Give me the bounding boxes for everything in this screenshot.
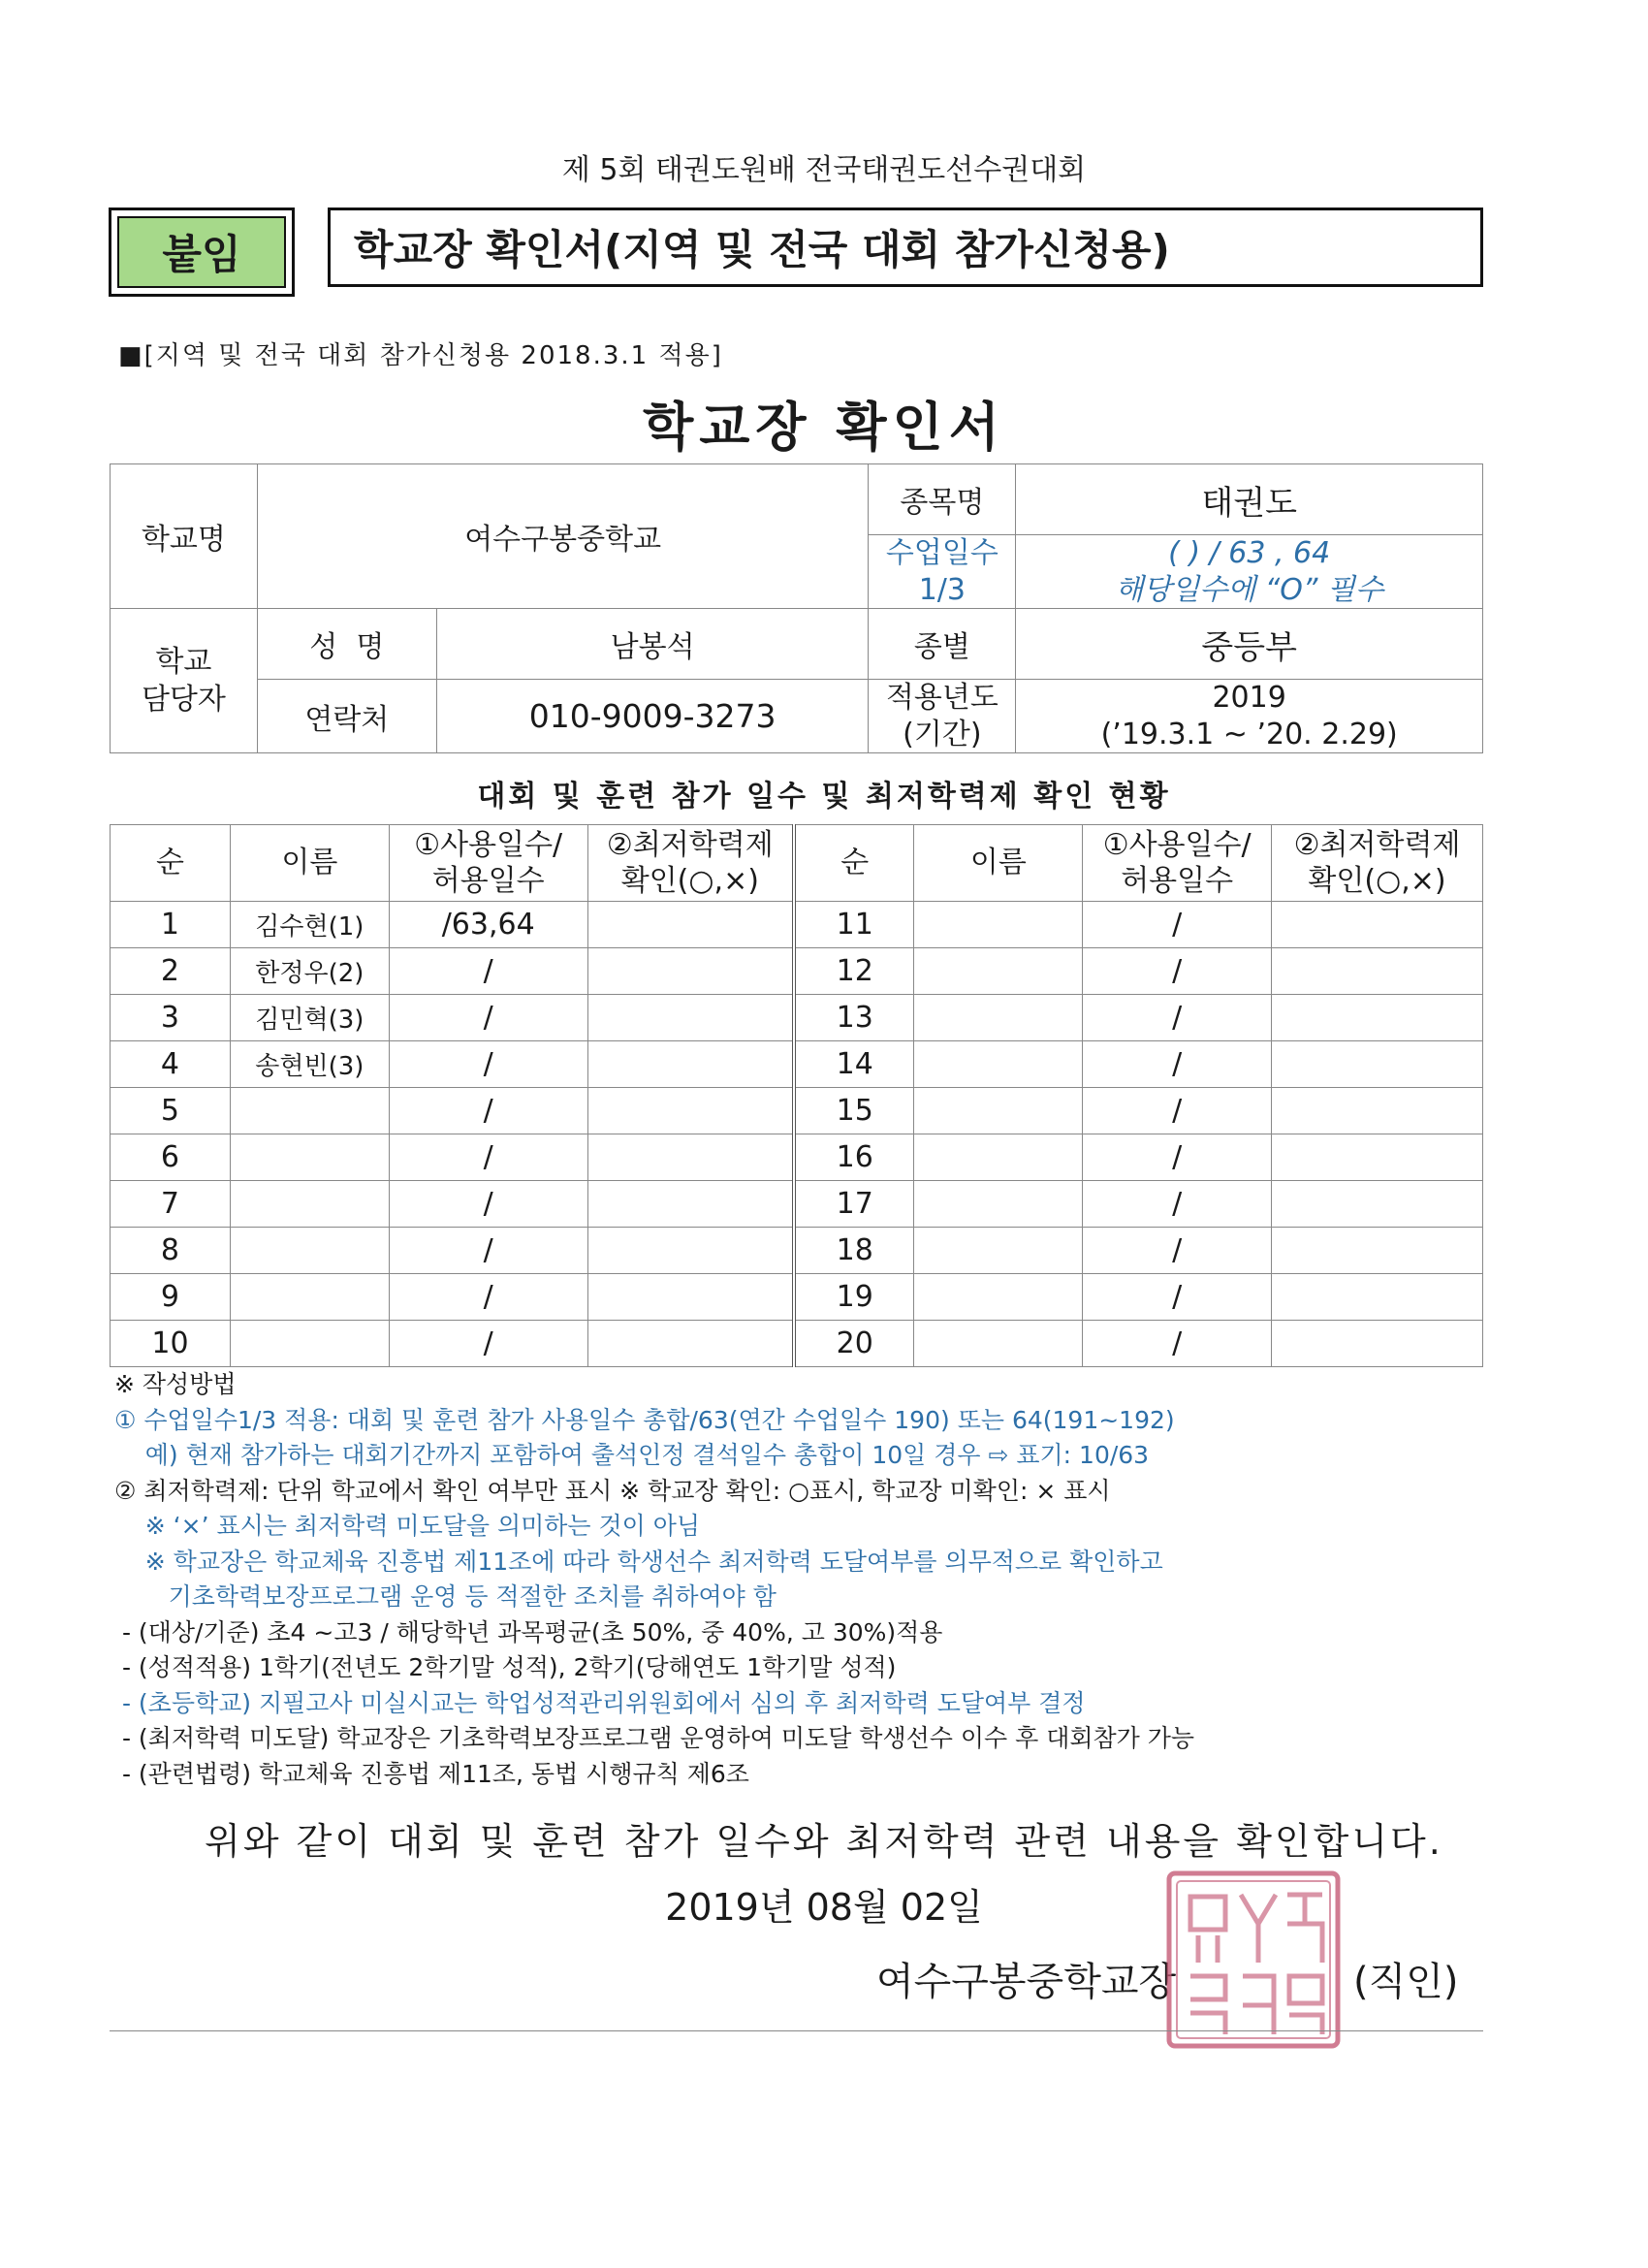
academic-check: [1272, 1274, 1483, 1321]
school-days-value: ( ) / 63 , 64 해당일수에 “O” 필수: [1016, 535, 1483, 609]
person-name-label: 성 명: [257, 609, 436, 680]
header-name-right: 이름: [914, 825, 1083, 902]
row-no: 6: [111, 1134, 231, 1181]
participation-table: [110, 824, 1483, 1367]
academic-check: [1272, 1228, 1483, 1274]
academic-check: [587, 948, 794, 995]
header-no: 순: [111, 825, 231, 902]
event-title: 제 5회 태권도원배 전국태권도선수권대회: [561, 153, 1087, 187]
student-name: [230, 1134, 389, 1181]
student-name: [230, 1088, 389, 1134]
table-header-row: [111, 825, 1483, 902]
applicability-note: ■[지역 및 전국 대회 참가신청용 2018.3.1 적용]: [118, 341, 723, 370]
table-row: [111, 948, 1483, 995]
row-no: 18: [794, 1228, 914, 1274]
seal-label: (직인): [1353, 1960, 1459, 2004]
instruction-line: 예) 현재 참가하는 대회기간까지 포함하여 출석인정 결석일수 총합이 10일 경우 ⇨ 표기: 10/63: [114, 1441, 1150, 1469]
instruction-line: - (관련법령) 학교체육 진흥법 제11조, 동법 시행규칙 제6조: [114, 1759, 749, 1788]
header-days: ①사용일수/ 허용일수: [389, 825, 587, 902]
principal-signature: 여수구봉중학교장: [876, 1960, 1177, 2004]
instruction-line: - (최저학력 미도달) 학교장은 기초학력보장프로그램 운영하여 미도달 학생선수 이수 후 대회참가 가능: [114, 1724, 1195, 1752]
academic-check: [587, 1088, 794, 1134]
year-label: 적용년도 (기간): [869, 680, 1016, 753]
days-used: /: [1083, 1088, 1272, 1134]
days-used: /: [1083, 1041, 1272, 1088]
student-name: [914, 1041, 1083, 1088]
academic-check: [587, 1274, 794, 1321]
document-title-box: 학교장 확인서(지역 및 전국 대회 참가신청용): [328, 208, 1483, 287]
academic-check: [1272, 1088, 1483, 1134]
table-row: [111, 995, 1483, 1041]
student-name: 김민혁(3): [230, 995, 389, 1041]
school-seal-icon: [1163, 1868, 1344, 2052]
student-name: [914, 948, 1083, 995]
academic-check: [587, 1041, 794, 1088]
confirmation-statement: 위와 같이 대회 및 훈련 참가 일수와 최저학력 관련 내용을 확인합니다.: [205, 1820, 1443, 1863]
table-row: [111, 1274, 1483, 1321]
instruction-line: ※ 학교장은 학교체육 진흥법 제11조에 따라 학생선수 최저학력 도달여부를 의무적으로 확인하고: [114, 1547, 1163, 1576]
academic-check: [587, 902, 794, 948]
academic-check: [1272, 1041, 1483, 1088]
academic-check: [1272, 1134, 1483, 1181]
days-used: /: [389, 1088, 587, 1134]
header-academic-right: ②최저학력제 확인(○,×): [1272, 825, 1483, 902]
table-row: [111, 1181, 1483, 1228]
days-used: /: [1083, 1228, 1272, 1274]
row-no: 7: [111, 1181, 231, 1228]
student-name: [914, 1274, 1083, 1321]
row-no: 1: [111, 902, 231, 948]
instruction-line: 기초학력보장프로그램 운영 등 적절한 조치를 취하여야 함: [114, 1582, 776, 1611]
division-label: 종별: [869, 609, 1016, 680]
info-table: [110, 463, 1483, 753]
academic-check: [1272, 902, 1483, 948]
contact-label: 연락처: [257, 680, 436, 753]
academic-check: [587, 1134, 794, 1181]
academic-check: [1272, 1181, 1483, 1228]
days-used: /: [389, 948, 587, 995]
student-name: [914, 1134, 1083, 1181]
instruction-line: ② 최저학력제: 단위 학교에서 확인 여부만 표시 ※ 학교장 확인: ○표시, 학교장 미확인: × 표시: [114, 1476, 1111, 1505]
table-row: [111, 1088, 1483, 1134]
academic-check: [587, 1321, 794, 1367]
row-no: 4: [111, 1041, 231, 1088]
sport-label: 종목명: [869, 464, 1016, 535]
days-used: /: [1083, 902, 1272, 948]
student-name: [230, 1228, 389, 1274]
instruction-line: ① 수업일수1/3 적용: 대회 및 훈련 참가 사용일수 총합/63(연간 수업일수 190) 또는 64(191~192): [114, 1405, 1175, 1434]
row-no: 8: [111, 1228, 231, 1274]
days-used: /: [1083, 1134, 1272, 1181]
days-used: /: [389, 1181, 587, 1228]
days-used: /: [389, 1321, 587, 1367]
days-used: /: [1083, 948, 1272, 995]
days-used: /: [1083, 995, 1272, 1041]
days-used: /: [389, 995, 587, 1041]
row-no: 3: [111, 995, 231, 1041]
confirmation-date: 2019년 08월 02일: [665, 1886, 983, 1929]
days-used: /: [389, 1134, 587, 1181]
row-no: 13: [794, 995, 914, 1041]
table-row: [111, 1228, 1483, 1274]
row-no: 20: [794, 1321, 914, 1367]
main-title: 학교장 확인서: [643, 397, 1005, 458]
table-row: [111, 902, 1483, 948]
academic-check: [1272, 995, 1483, 1041]
days-used: /: [1083, 1181, 1272, 1228]
row-no: 2: [111, 948, 231, 995]
academic-check: [587, 1181, 794, 1228]
instruction-line: - (대상/기준) 초4 ~고3 / 해당학년 과목평균(초 50%, 중 40%, 고 30%)적용: [114, 1617, 943, 1646]
sport-value: 태권도: [1016, 464, 1483, 535]
instruction-line: ※ 작성방법: [114, 1370, 237, 1398]
student-name: 김수현(1): [230, 902, 389, 948]
student-name: [914, 1321, 1083, 1367]
person-name-value: 남봉석: [436, 609, 869, 680]
instruction-line: - (성적적용) 1학기(전년도 2학기말 성적), 2학기(당해연도 1학기말 성적): [114, 1653, 897, 1681]
header-days-right: ①사용일수/ 허용일수: [1083, 825, 1272, 902]
days-used: /: [389, 1274, 587, 1321]
days-used: /63,64: [389, 902, 587, 948]
table-row: [111, 1041, 1483, 1088]
table-row: [111, 1134, 1483, 1181]
academic-check: [1272, 1321, 1483, 1367]
student-name: 송현빈(3): [230, 1041, 389, 1088]
instruction-line: - (초등학교) 지필고사 미실시교는 학업성적관리위원회에서 심의 후 최저학력 도달여부 결정: [114, 1688, 1086, 1717]
row-no: 12: [794, 948, 914, 995]
row-no: 10: [111, 1321, 231, 1367]
table-row: [111, 1321, 1483, 1367]
days-used: /: [389, 1041, 587, 1088]
student-name: [914, 1088, 1083, 1134]
academic-check: [1272, 948, 1483, 995]
student-name: [914, 1228, 1083, 1274]
student-name: [914, 995, 1083, 1041]
row-no: 17: [794, 1181, 914, 1228]
row-no: 19: [794, 1274, 914, 1321]
row-no: 14: [794, 1041, 914, 1088]
status-title: 대회 및 훈련 참가 일수 및 최저학력제 확인 현황: [477, 780, 1171, 814]
student-name: [230, 1321, 389, 1367]
contact-value: 010-9009-3273: [436, 680, 869, 753]
school-name-value: 여수구봉중학교: [257, 464, 869, 609]
student-name: [914, 902, 1083, 948]
attachment-badge: 붙임: [109, 208, 295, 297]
school-days-label: 수업일수 1/3: [869, 535, 1016, 609]
division-value: 중등부: [1016, 609, 1483, 680]
row-no: 15: [794, 1088, 914, 1134]
student-name: [230, 1274, 389, 1321]
academic-check: [587, 1228, 794, 1274]
row-no: 16: [794, 1134, 914, 1181]
days-used: /: [1083, 1274, 1272, 1321]
manager-label: 학교 담당자: [111, 609, 258, 753]
year-value: 2019 (’19.3.1 ~ ’20. 2.29): [1016, 680, 1483, 753]
row-no: 9: [111, 1274, 231, 1321]
instruction-line: ※ ‘×’ 표시는 최저학력 미도달을 의미하는 것이 아님: [114, 1512, 701, 1540]
school-name-label: 학교명: [111, 464, 258, 609]
header-name: 이름: [230, 825, 389, 902]
row-no: 5: [111, 1088, 231, 1134]
student-name: 한정우(2): [230, 948, 389, 995]
header-academic: ②최저학력제 확인(○,×): [587, 825, 794, 902]
student-name: [230, 1181, 389, 1228]
header-no-right: 순: [794, 825, 914, 902]
bottom-rule: [110, 2030, 1483, 2031]
instructions: [114, 1367, 1510, 1792]
days-used: /: [1083, 1321, 1272, 1367]
row-no: 11: [794, 902, 914, 948]
academic-check: [587, 995, 794, 1041]
days-used: /: [389, 1228, 587, 1274]
student-name: [914, 1181, 1083, 1228]
